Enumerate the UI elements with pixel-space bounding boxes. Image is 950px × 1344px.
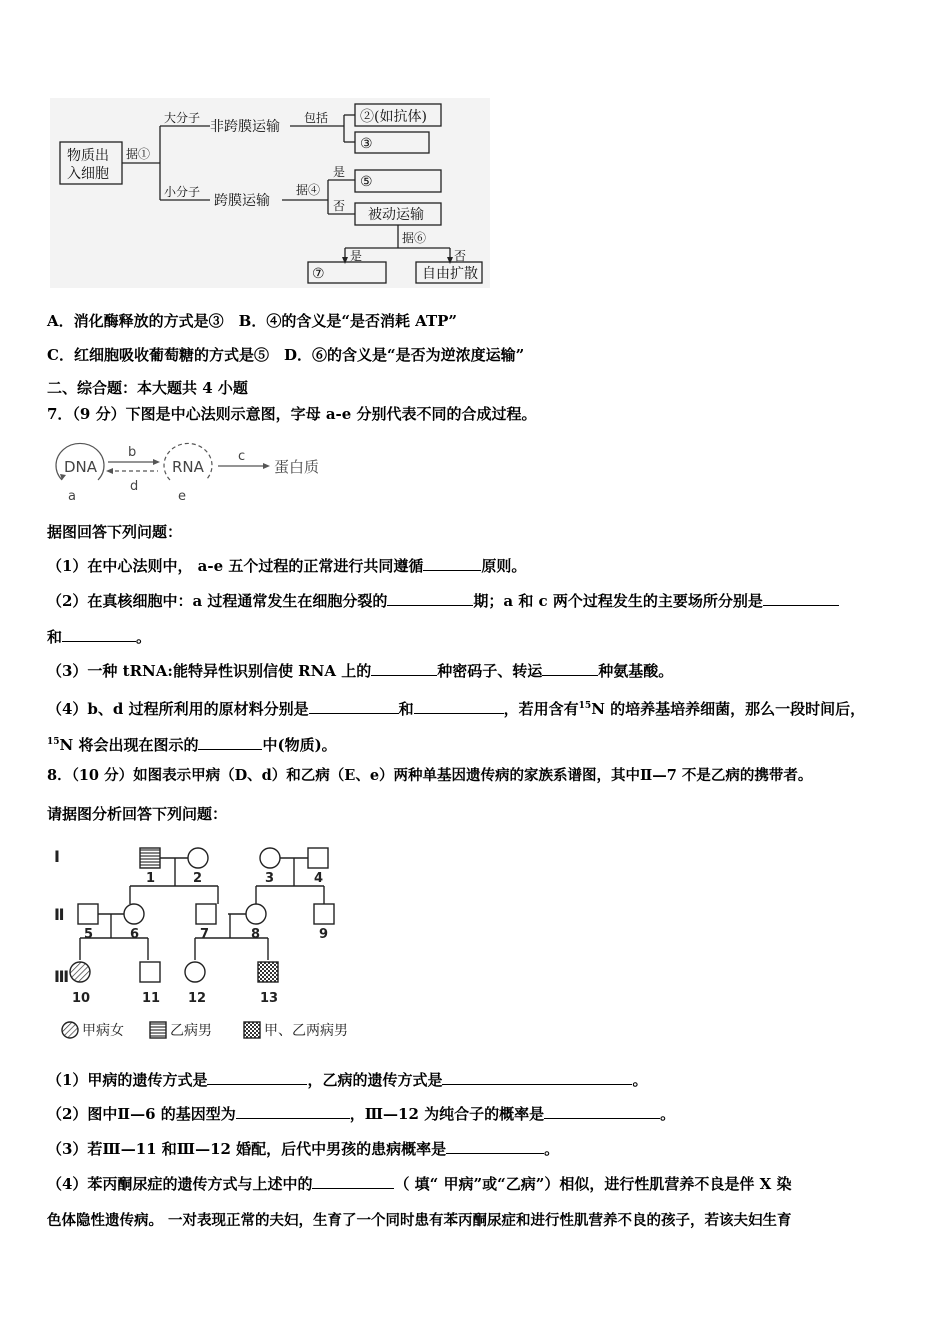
q7-p3b: 种密码子、转运	[437, 662, 543, 680]
q8-p1a: （1）甲病的遗传方式是	[47, 1071, 208, 1089]
q8-blank-5[interactable]	[446, 1139, 544, 1154]
q7-blank-2[interactable]	[387, 591, 473, 606]
d-label: d	[130, 479, 139, 494]
gen-1-label: Ⅰ	[54, 847, 60, 866]
no2-label: 否	[454, 249, 467, 263]
q7-p2d: 。	[136, 628, 152, 646]
q7-p1a: （1）在中心法则中， a-e 五个过程的正常进行共同遵循	[47, 557, 424, 575]
q7-p2b: 期；a 和 c 两个过程发生的主要场所分别是	[473, 592, 763, 610]
q8-part4	[47, 1174, 792, 1194]
legend-disease-b-male: 乙病男	[170, 1023, 212, 1039]
q8-blank-2[interactable]	[442, 1070, 632, 1085]
q7-p4f: 中(物质)。	[262, 736, 337, 754]
q7-stem	[47, 404, 537, 424]
q7-blank-6[interactable]	[542, 661, 598, 676]
num-8: 8	[251, 927, 261, 942]
legend-disease-a-female-icon	[62, 1022, 78, 1038]
nonmembrane-label: 非跨膜运输	[210, 119, 280, 135]
legend-disease-b-male-icon	[150, 1022, 166, 1038]
q8-p1c: 。	[632, 1071, 648, 1089]
by6-label: 据⑥	[402, 231, 427, 245]
q7-part4	[47, 696, 865, 719]
q7-blank-8[interactable]	[414, 699, 504, 714]
q7-p4b: 和	[398, 700, 414, 718]
yes2-label: 是	[350, 249, 363, 263]
c-label: c	[238, 449, 246, 464]
q8-p2b: ，Ⅲ—12 为纯合子的概率是	[349, 1105, 545, 1123]
box5-label: ⑤	[360, 174, 373, 190]
individual-7	[196, 904, 216, 924]
q8-p3a: （3）若Ⅲ—11 和Ⅲ—12 婚配，后代中男孩的患病概率是	[47, 1140, 447, 1158]
q8-lead: 请据图分析回答下列问题：	[47, 805, 228, 823]
q7-lead: 据图回答下列问题：	[47, 523, 183, 541]
legend-both-male: 甲、乙两病男	[264, 1023, 348, 1039]
num-5: 5	[84, 927, 94, 942]
q7-stem-text: 7．（9 分）下图是中心法则示意图，字母 a-e 分别代表不同的合成过程。	[47, 405, 537, 423]
individual-2	[188, 848, 208, 868]
individual-1	[140, 848, 160, 868]
q7-blank-7[interactable]	[309, 699, 399, 714]
q7-part3	[47, 661, 673, 681]
num-1: 1	[146, 871, 156, 886]
dna-label: DNA	[64, 458, 98, 476]
small-label: 小分子	[164, 185, 201, 199]
section-heading: 二、综合题：本大题共 4 小题	[47, 379, 248, 397]
q8-blank-4[interactable]	[544, 1104, 660, 1119]
gen-2-label: Ⅱ	[54, 905, 65, 924]
e-label: e	[178, 489, 186, 504]
individual-10	[70, 962, 90, 982]
q7-p4d: N 的培养基培养细菌，那么一段时间后，	[591, 700, 866, 718]
q8-p2c: 。	[660, 1105, 676, 1123]
root-label-1: 物质出	[67, 148, 109, 164]
q7-part4-cont	[47, 732, 337, 755]
num-2: 2	[193, 871, 203, 886]
q7-blank-3[interactable]	[763, 591, 839, 606]
q7-p3a: （3）一种 tRNA:能特异性识别信使 RNA 上的	[47, 662, 372, 680]
individual-3	[260, 848, 280, 868]
num-3: 3	[265, 871, 275, 886]
yes-label: 是	[333, 165, 346, 179]
q8-part1	[47, 1070, 647, 1090]
central-dogma-diagram	[50, 440, 340, 506]
individual-4	[308, 848, 328, 868]
individual-6	[124, 904, 144, 924]
q8-p4b: （ 填“ 甲病”或“乙病”）相似，进行性肌营养不良是伴 X 染	[394, 1175, 792, 1193]
q8-p3b: 。	[544, 1140, 560, 1158]
individual-8	[246, 904, 266, 924]
q8-blank-3[interactable]	[236, 1104, 350, 1119]
options-line-1: A．消化酶释放的方式是③ B．④的含义是“是否消耗 ATP”	[47, 312, 458, 330]
box7-label: ⑦	[312, 266, 325, 282]
pedigree-chart	[50, 840, 370, 1050]
legend-disease-a-female: 甲病女	[82, 1023, 124, 1039]
membrane-label: 跨膜运输	[214, 193, 270, 209]
individual-9	[314, 904, 334, 924]
q8-part2	[47, 1104, 675, 1124]
rna-label: RNA	[172, 458, 204, 476]
no-label: 否	[333, 199, 346, 213]
q8-p1b: ，乙病的遗传方式是	[307, 1071, 443, 1089]
q7-sup-15b: 15	[47, 737, 60, 747]
q7-blank-4[interactable]	[62, 627, 136, 642]
q7-p4e: N 将会出现在图示的	[59, 736, 199, 754]
a-label: a	[68, 489, 76, 504]
q8-blank-6[interactable]	[312, 1174, 394, 1189]
root-label-2: 入细胞	[67, 166, 109, 182]
num-6: 6	[130, 927, 140, 942]
q8-blank-1[interactable]	[207, 1070, 307, 1085]
num-13: 13	[260, 991, 279, 1006]
q7-part1	[47, 556, 526, 576]
q8-part3	[47, 1139, 559, 1159]
transport-diagram	[50, 98, 490, 288]
num-10: 10	[72, 991, 91, 1006]
q7-p2c: 和	[47, 628, 63, 646]
q7-p4c: ，若用含有	[503, 700, 579, 718]
q7-blank-1[interactable]	[423, 556, 481, 571]
q8-p2a: （2）图中Ⅱ—6 的基因型为	[47, 1105, 236, 1123]
box2-label: ②(如抗体)	[360, 109, 427, 125]
include-label: 包括	[304, 111, 329, 125]
num-7: 7	[200, 927, 210, 942]
big-label: 大分子	[164, 111, 201, 125]
q8-stem: 8．（10 分）如图表示甲病（D、d）和乙病（E、e）两种单基因遗传病的家族系谱图，其中Ⅱ—7 不是乙病的携带者。	[47, 767, 813, 784]
individual-11	[140, 962, 160, 982]
q7-blank-5[interactable]	[371, 661, 437, 676]
diffusion-label: 自由扩散	[422, 266, 478, 282]
individual-5	[78, 904, 98, 924]
legend-both-male-icon	[244, 1022, 260, 1038]
q7-blank-9[interactable]	[198, 735, 262, 750]
q7-p1b: 原则。	[481, 557, 527, 575]
q7-p2a: （2）在真核细胞中：a 过程通常发生在细胞分裂的	[47, 592, 388, 610]
options-line-2: C．红细胞吸收葡萄糖的方式是⑤ D．⑥的含义是“是否为逆浓度运输”	[47, 346, 525, 364]
b-label: b	[128, 445, 137, 460]
gen-3-label: Ⅲ	[54, 967, 70, 986]
individual-13	[258, 962, 278, 982]
num-11: 11	[142, 991, 161, 1006]
passive-label: 被动运输	[368, 207, 424, 223]
q7-part2-cont	[47, 627, 151, 647]
q7-sup-15: 15	[578, 701, 592, 711]
q7-part2	[47, 591, 839, 611]
by4-label: 据④	[296, 183, 321, 197]
q7-p3c: 种氨基酸。	[598, 662, 674, 680]
box3-label: ③	[360, 136, 373, 152]
q7-p4a: （4）b、d 过程所利用的原材料分别是	[47, 700, 309, 718]
individual-12	[185, 962, 205, 982]
num-4: 4	[314, 871, 324, 886]
q8-p4a: （4）苯丙酮尿症的遗传方式与上述中的	[47, 1175, 313, 1193]
protein-label: 蛋白质	[274, 458, 320, 476]
num-9: 9	[319, 927, 329, 942]
by1-label: 据①	[126, 147, 151, 161]
num-12: 12	[188, 991, 207, 1006]
q8-part4-cont: 色体隐性遗传病。 一对表现正常的夫妇，生育了一个同时患有苯丙酮尿症和进行性肌营养不良的孩子，若该夫妇生育	[47, 1212, 792, 1229]
